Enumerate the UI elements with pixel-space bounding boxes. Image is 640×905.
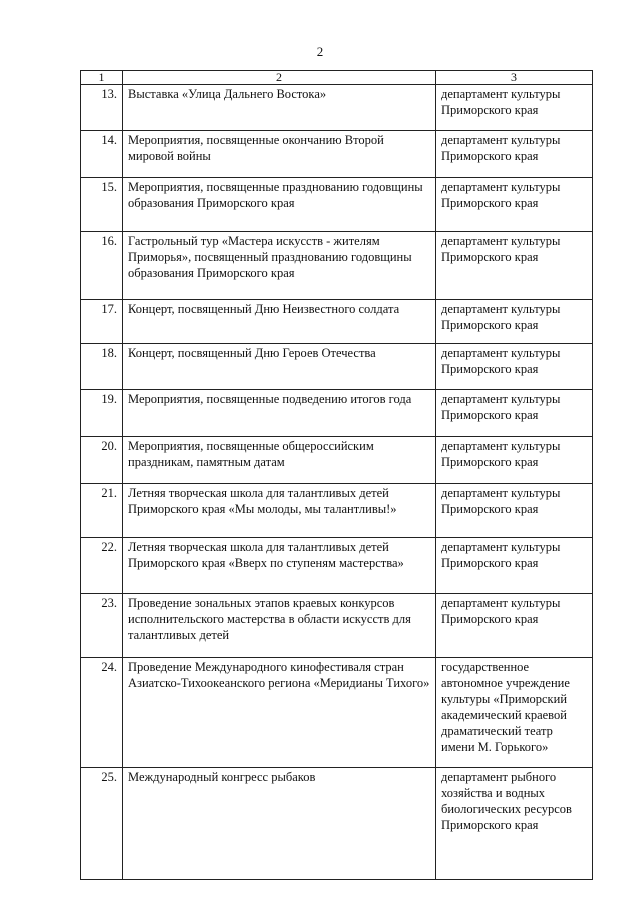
responsible-organization: департамент культуры Приморского края [436,300,593,344]
row-number: 24. [81,658,123,768]
event-name: Мероприятия, посвященные окончанию Второй мировой войны [123,131,436,178]
event-name: Концерт, посвященный Дню Героев Отечества [123,344,436,390]
responsible-organization: департамент культуры Приморского края [436,344,593,390]
table-row [81,344,593,390]
responsible-organization: департамент культуры Приморского края [436,232,593,300]
event-name: Мероприятия, посвященные подведению итогов года [123,390,436,437]
table-header-row [81,71,593,85]
responsible-organization: департамент культуры Приморского края [436,390,593,437]
page-number: 2 [316,44,324,59]
event-name: Концерт, посвященный Дню Неизвестного солдата [123,300,436,344]
table-row [81,300,593,344]
event-name: Выставка «Улица Дальнего Востока» [123,85,436,131]
event-name: Проведение Международного кинофестиваля стран Азиатско-Тихоокеанского региона «Меридианы Тихого» [123,658,436,768]
row-number: 16. [81,232,123,300]
table-row [81,658,593,768]
column-header-number: 1 [81,71,123,85]
event-name: Летняя творческая школа для талантливых детей Приморского края «Вверх по ступеням мастерства» [123,538,436,594]
responsible-organization: департамент культуры Приморского края [436,131,593,178]
event-name: Гастрольный тур «Мастера искусств - жителям Приморья», посвященный празднованию годовщины образования Приморского края [123,232,436,300]
event-name: Мероприятия, посвященные празднованию годовщины образования Приморского края [123,178,436,232]
table-row [81,178,593,232]
column-header-organizer: 3 [436,71,593,85]
row-number: 14. [81,131,123,178]
responsible-organization: государственное автономное учреждение культуры «Приморский академический краевой драматический театр имени М. Горького» [436,658,593,768]
responsible-organization: департамент культуры Приморского края [436,538,593,594]
table-row [81,437,593,484]
row-number: 19. [81,390,123,437]
responsible-organization: департамент культуры Приморского края [436,85,593,131]
table-row [81,131,593,178]
row-number: 17. [81,300,123,344]
table-row [81,538,593,594]
row-number: 13. [81,85,123,131]
table-row [81,594,593,658]
row-number: 22. [81,538,123,594]
event-name: Международный конгресс рыбаков [123,768,436,880]
table-row [81,232,593,300]
row-number: 21. [81,484,123,538]
row-number: 18. [81,344,123,390]
row-number: 23. [81,594,123,658]
table-row [81,390,593,437]
event-name: Мероприятия, посвященные общероссийским праздникам, памятным датам [123,437,436,484]
column-header-event: 2 [123,71,436,85]
responsible-organization: департамент культуры Приморского края [436,437,593,484]
table-row [81,768,593,880]
table-row [81,484,593,538]
row-number: 25. [81,768,123,880]
event-name: Проведение зональных этапов краевых конкурсов исполнительского мастерства в области искусств для талантливых детей [123,594,436,658]
responsible-organization: департамент культуры Приморского края [436,594,593,658]
responsible-organization: департамент рыбного хозяйства и водных биологических ресурсов Приморского края [436,768,593,880]
table-row [81,85,593,131]
row-number: 20. [81,437,123,484]
event-name: Летняя творческая школа для талантливых детей Приморского края «Мы молоды, мы талантливы!» [123,484,436,538]
responsible-organization: департамент культуры Приморского края [436,484,593,538]
responsible-organization: департамент культуры Приморского края [436,178,593,232]
events-table [80,70,593,880]
row-number: 15. [81,178,123,232]
